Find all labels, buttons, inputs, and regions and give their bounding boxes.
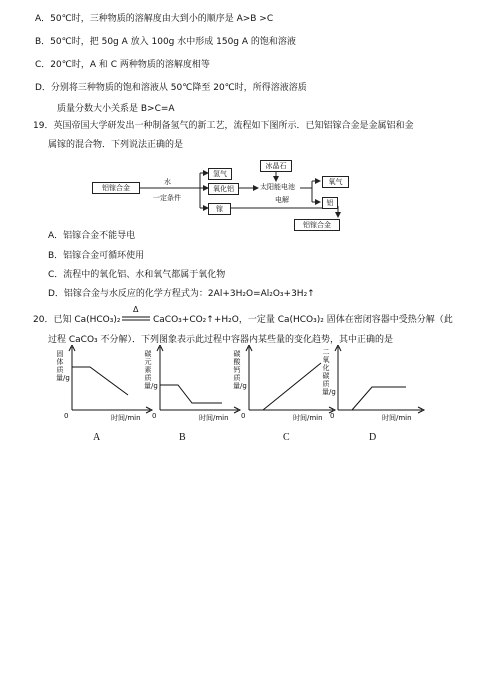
- chart-d-ylabel: 二氧化碳质量/g: [322, 348, 336, 396]
- q18-option-b: B．50℃时，把 50g A 放入 100g 水中形成 150g A 的饱和溶液: [35, 37, 296, 47]
- q18-option-a: A．50℃时，三种物质的溶解度由大到小的顺序是 A>B >C: [35, 14, 274, 24]
- chart-d-option-label: D: [369, 432, 377, 443]
- q18-option-c: C．20℃时，A 和 C 两种物质的溶解度相等: [35, 60, 210, 70]
- chart-b-ylabel: 碳元素质量/g: [144, 350, 158, 390]
- flow-water-label: 水: [164, 178, 171, 186]
- q20-prefix: 20．已知 Ca(HCO₃)₂: [33, 315, 121, 325]
- chart-b-zero: 0: [152, 412, 157, 420]
- flow-alloy-box: 铝镓合金: [92, 182, 140, 194]
- q19-option-c: C．流程中的氧化铝、水和氧气都属于氧化物: [48, 270, 226, 280]
- chart-d-zero: 0: [330, 412, 335, 420]
- chart-d-xlabel: 时间/min: [382, 414, 412, 422]
- q18-option-d-cont: 质量分数大小关系是 B>C=A: [57, 104, 175, 114]
- flow-condition-label: 一定条件: [153, 194, 181, 202]
- q19-stem-line2: 属镓的混合物．下列说法正确的是: [48, 140, 184, 150]
- chart-a-option-label: A: [93, 432, 101, 443]
- flow-aluminum-box: 铝: [322, 197, 338, 209]
- flow-solar-label: 太阳能电池: [260, 183, 295, 191]
- q19-stem-line1: 19．英国帝国大学研发出一种制备氢气的新工艺，流程如下图所示．已知铝镓合金是金属铝和金: [33, 121, 414, 131]
- chart-c-zero: 0: [241, 412, 246, 420]
- flow-gallium-box: 镓: [208, 203, 231, 215]
- chart-b-xlabel: 时间/min: [199, 414, 229, 422]
- q20-equals-arrow: [122, 316, 152, 322]
- chart-c-ylabel: 碳酸钙质量/g: [233, 350, 247, 390]
- chart-a-xlabel: 时间/min: [111, 414, 141, 422]
- flow-hydrogen-box: 氢气: [208, 168, 232, 180]
- q19-option-a: A．铝镓合金不能导电: [48, 231, 136, 241]
- flow-electrolysis-label: 电解: [275, 196, 289, 204]
- q20-equation: CaCO₃+CO₂↑+H₂O，一定量 Ca(HCO₃)₂ 固体在密闭容器中受热分解（此: [153, 315, 453, 325]
- flow-top-box: 冰晶石: [260, 160, 292, 172]
- q20-delta: Δ: [133, 305, 139, 314]
- q20-stem-line2: 过程 CaCO₃ 不分解）．下列图象表示此过程中容器内某些量的变化趋势，其中正确的是: [48, 335, 393, 345]
- flow-alumina-box: 氧化铝: [208, 183, 239, 195]
- q19-option-d: D．铝镓合金与水反应的化学方程式为：2Al+3H₂O=Al₂O₃+3H₂↑: [48, 289, 315, 299]
- chart-b-option-label: B: [179, 432, 186, 443]
- flow-oxygen-box: 氧气: [322, 176, 349, 188]
- q18-option-d: D．分别将三种物质的饱和溶液从 50℃降至 20℃时，所得溶液溶质: [35, 83, 307, 93]
- chart-c-option-label: C: [283, 432, 290, 443]
- chart-a-ylabel: 固体质量/g: [56, 350, 70, 382]
- q19-option-b: B．铝镓合金可循环使用: [48, 251, 145, 261]
- flow-alloy2-box: 铝镓合金: [294, 219, 340, 231]
- chart-a-zero: 0: [64, 412, 69, 420]
- chart-c-xlabel: 时间/min: [293, 414, 323, 422]
- process-flow-diagram: [80, 151, 420, 235]
